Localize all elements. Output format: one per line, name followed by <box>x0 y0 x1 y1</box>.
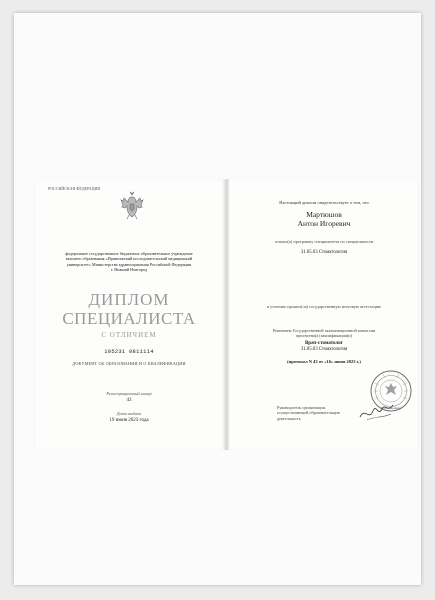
qualification-title: Врач-стоматолог <box>304 341 344 346</box>
graduate-surname: Мартюшов <box>306 210 342 219</box>
head-of-organization-label <box>277 405 357 421</box>
country-label: РОССИЙСКАЯ ФЕДЕРАЦИЯ <box>48 186 101 191</box>
attestation-passed-label: и успешно прошел(ла) государственную итоговую аттестацию <box>266 304 382 309</box>
organization-line: г. Нижний Новгород <box>110 267 148 273</box>
diploma-left-page <box>34 179 224 450</box>
decision-line: присвоена(а) квалификация(и) <box>295 333 352 339</box>
protocol-reference: (протокол N 43 от «16» июня 2023 г.) <box>287 359 361 364</box>
qualification-code: 31.05.03 Стоматология <box>300 347 348 352</box>
graduate-given-names: Антон Игоревич <box>297 219 351 228</box>
issue-date: 19 июня 2023 года <box>109 418 149 423</box>
series-number: 105231 0811114 <box>104 349 154 355</box>
head-line: деятельность <box>277 415 301 421</box>
head-line: Руководитель организации, <box>277 405 326 410</box>
diploma-subtitle: СПЕЦИАЛИСТА <box>62 309 196 328</box>
document-card <box>14 13 421 585</box>
organization-line: высшего образования «Приволжский исследовательский медицинский <box>65 256 193 262</box>
organization-block <box>34 251 224 273</box>
organization-line: федеральное государственное бюджетное образовательное учреждение <box>65 251 193 256</box>
diploma-spread <box>34 179 419 450</box>
program-mastered-label: освоил(а) программу специалитета по специальности <box>274 239 374 244</box>
registration-number: 43 <box>126 398 132 403</box>
commission-decision <box>229 328 419 339</box>
organization-line: университет» Министерства здравоохранения Российской Федерации <box>66 261 192 267</box>
registration-label: Регистрационный номер <box>106 391 152 396</box>
decision-line: Решением Государственной экзаменационной комиссии <box>272 328 376 333</box>
specialty-name: 31.05.03 Стоматология <box>300 250 348 255</box>
certification-intro: Настоящий диплом свидетельствует о том, что <box>279 200 369 205</box>
diploma-title: ДИПЛОМ <box>88 290 170 309</box>
distinction-label: С ОТЛИЧИЕМ <box>101 331 157 339</box>
head-line: осуществляющей образовательную <box>277 410 341 416</box>
issue-date-label: Дата выдачи <box>116 411 142 416</box>
diploma-right-page <box>229 179 419 450</box>
coat-of-arms-icon <box>120 191 144 221</box>
official-stamp-icon <box>369 369 413 413</box>
stamp-text: Н.Н. Карякин <box>381 406 401 410</box>
document-type-label: ДОКУМЕНТ ОБ ОБРАЗОВАНИИ И О КВАЛИФИКАЦИИ <box>72 361 186 366</box>
